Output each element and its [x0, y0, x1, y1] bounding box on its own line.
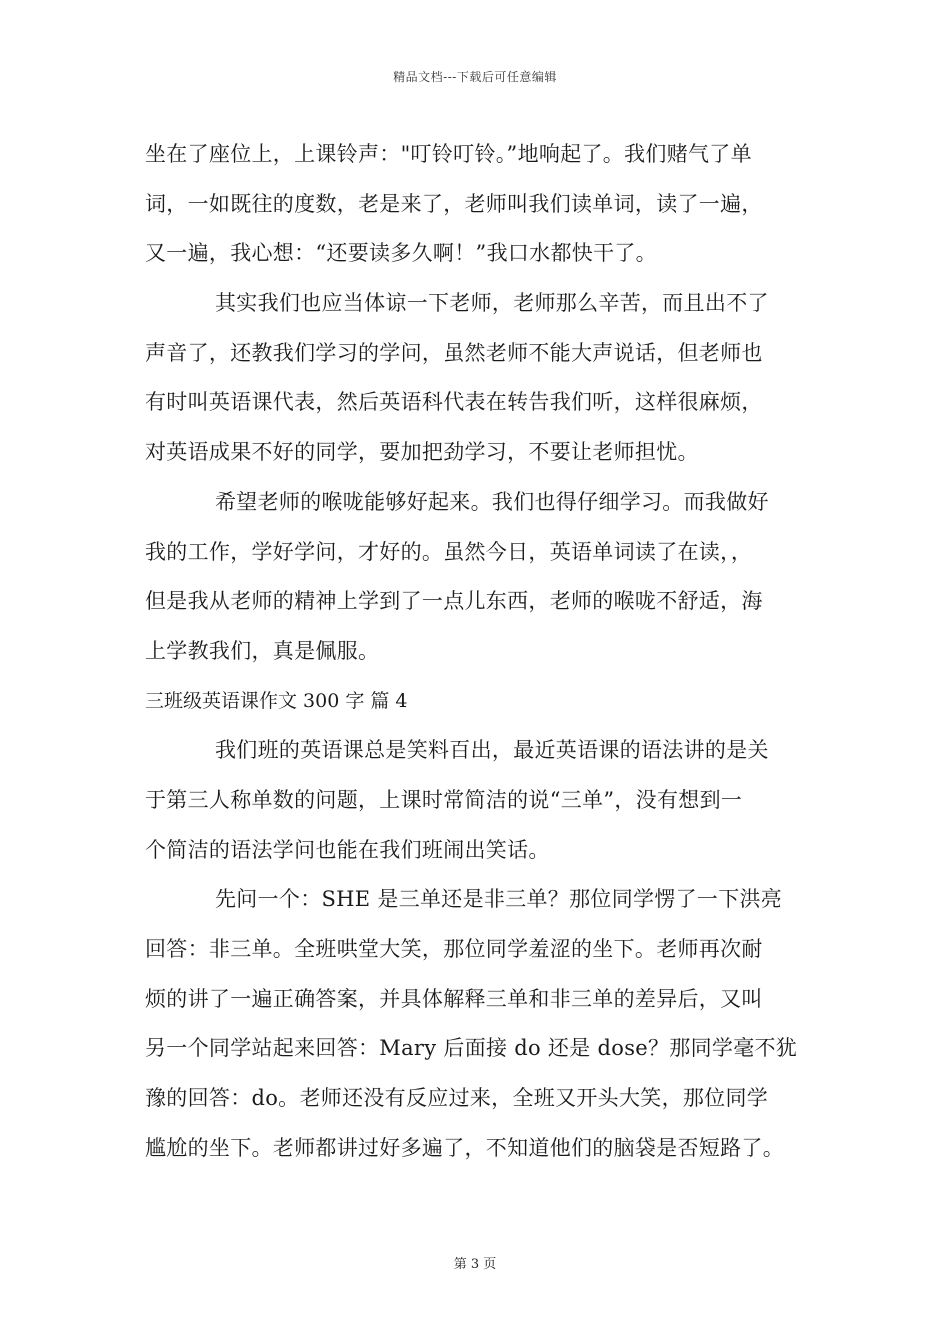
paragraph-line: 我的工作，学好学问，才好的。虽然今日，英语单词读了在读，， — [145, 539, 753, 564]
paragraph-line: 回答：非三单。全班哄堂大笑，那位同学羞涩的坐下。老师再次耐 — [145, 937, 763, 961]
section-heading: 三班级英语课作文 300 字 篇 4 — [145, 689, 408, 712]
paragraph-line: 先问一个：SHE 是三单还是非三单？那位同学愣了一下洪亮 — [215, 887, 783, 912]
paragraph-line: 豫的回答：do。老师还没有反应过来，全班又开头大笑，那位同学 — [145, 1086, 769, 1111]
paragraph-line: 于第三人称单数的问题，上课时常简洁的说“三单”，没有想到一 — [145, 787, 743, 812]
page-header: 精品文档---下载后可任意编辑 — [393, 70, 557, 84]
paragraph-line: 又一遍，我心想：“还要读多久啊！”我口水都快干了。 — [145, 241, 657, 266]
paragraph-line: 声音了，还教我们学习的学问，虽然老师不能大声说话，但老师也 — [145, 340, 763, 365]
paragraph-line: 个简洁的语法学问也能在我们班闹出笑话。 — [145, 837, 550, 862]
paragraph-line: 我们班的英语课总是笑料百出，最近英语课的语法讲的是关 — [215, 738, 769, 763]
page-number: 第 3 页 — [453, 1257, 497, 1272]
paragraph-line: 词，一如既往的度数，老是来了，老师叫我们读单词，读了一遍， — [145, 191, 763, 216]
paragraph-line: 烦的讲了一遍正确答案，并具体解释三单和非三单的差异后，又叫 — [145, 986, 763, 1011]
paragraph-line: 其实我们也应当体谅一下老师，老师那么辛苦，而且出不了 — [215, 291, 769, 316]
paragraph-line: 有时叫英语课代表，然后英语科代表在转告我们听，这样很麻烦， — [145, 390, 763, 415]
paragraph-line: 上学教我们，真是佩服。 — [145, 638, 380, 663]
paragraph-line: 坐在了座位上，上课铃声："叮铃叮铃。”地响起了。我们赌气了单 — [145, 142, 752, 166]
paragraph-line: 尴尬的坐下。老师都讲过好多遍了，不知道他们的脑袋是否短路了。 — [145, 1135, 784, 1160]
document-body — [145, 130, 810, 1173]
paragraph-line: 对英语成果不好的同学，要加把劲学习，不要让老师担忧。 — [145, 440, 699, 465]
paragraph-line: 希望老师的喉咙能够好起来。我们也得仔细学习。而我做好 — [215, 489, 769, 514]
paragraph-line: 另一个同学站起来回答：Mary 后面接 do 还是 dose？那同学毫不犹 — [145, 1036, 798, 1061]
paragraph-line: 但是我从老师的精神上学到了一点儿东西，老师的喉咙不舒适，海 — [145, 589, 763, 614]
